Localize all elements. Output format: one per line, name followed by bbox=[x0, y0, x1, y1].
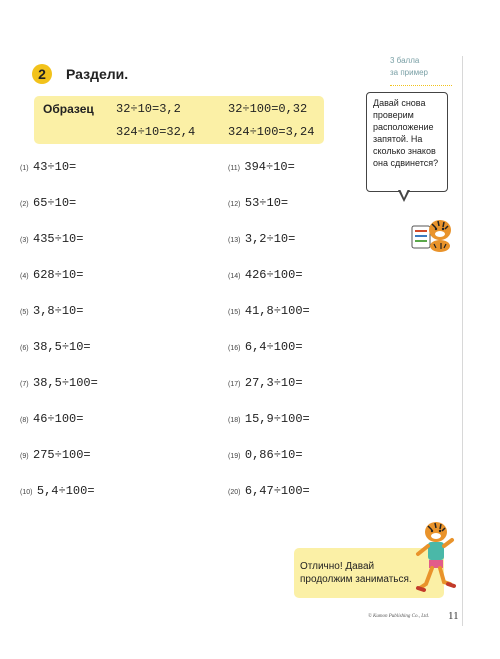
problem-expression: 15,9÷100= bbox=[244, 412, 310, 426]
problem-expression: 53÷10= bbox=[244, 196, 289, 210]
speech-bubble-tail-inner bbox=[400, 189, 408, 198]
task-title: Раздели. bbox=[66, 66, 129, 82]
problem-expression: 43÷10= bbox=[33, 160, 77, 174]
problem-expression: 0,86÷10= bbox=[244, 448, 303, 462]
copyright-text: © Kumon Publishing Co., Ltd. bbox=[368, 614, 430, 619]
encouragement-line-2: продолжим заниматься. bbox=[300, 574, 412, 585]
problem-expression: 46÷100= bbox=[33, 412, 84, 426]
problem-item: (10) 5,4÷100= bbox=[20, 484, 95, 498]
page-number: 11 bbox=[448, 610, 459, 622]
sample-example-3: 324÷10=32,4 bbox=[116, 125, 196, 139]
margin-divider bbox=[462, 56, 463, 626]
problem-item: (6) 38,5÷10= bbox=[20, 340, 91, 354]
sample-example-1: 32÷10=3,2 bbox=[116, 102, 181, 116]
task-number-badge: 2 bbox=[32, 64, 52, 84]
encouragement-text bbox=[300, 560, 412, 586]
problem-item: (17) 27,3÷10= bbox=[228, 376, 303, 390]
problem-item: (20) 6,47÷100= bbox=[228, 484, 310, 498]
problem-item: (9) 275÷100= bbox=[20, 448, 91, 462]
problem-expression: 38,5÷10= bbox=[33, 340, 91, 354]
problem-expression: 65÷10= bbox=[33, 196, 77, 210]
problem-expression: 5,4÷100= bbox=[36, 484, 95, 498]
problem-expression: 426÷100= bbox=[244, 268, 303, 282]
speech-bubble: Давай снова проверим расположение запятой. На сколько знаков она сдвинется? bbox=[366, 92, 448, 192]
problem-item: (7) 38,5÷100= bbox=[20, 376, 98, 390]
problem-expression: 3,8÷10= bbox=[33, 304, 84, 318]
problem-item: (16) 6,4÷100= bbox=[228, 340, 303, 354]
problem-expression: 275÷100= bbox=[33, 448, 91, 462]
problem-item: (11) 394÷10= bbox=[228, 160, 295, 174]
encouragement-line-1: Отлично! Давай bbox=[300, 561, 375, 572]
sample-example-2: 32÷100=0,32 bbox=[228, 102, 308, 116]
problem-item: (2) 65÷10= bbox=[20, 196, 77, 210]
problem-item: (18) 15,9÷100= bbox=[228, 412, 310, 426]
problem-item: (15) 41,8÷100= bbox=[228, 304, 310, 318]
problem-expression: 394÷10= bbox=[244, 160, 295, 174]
problem-item: (13) 3,2÷10= bbox=[228, 232, 296, 246]
problem-expression: 41,8÷100= bbox=[244, 304, 310, 318]
score-underline bbox=[390, 85, 452, 86]
problem-item: (5) 3,8÷10= bbox=[20, 304, 84, 318]
score-line-1: 3 балла bbox=[390, 56, 420, 65]
problem-item: (19) 0,86÷10= bbox=[228, 448, 303, 462]
problem-item: (4) 628÷10= bbox=[20, 268, 84, 282]
score-note bbox=[390, 55, 460, 79]
problem-item: (8) 46÷100= bbox=[20, 412, 84, 426]
problem-expression: 38,5÷100= bbox=[33, 376, 98, 390]
problem-expression: 6,4÷100= bbox=[244, 340, 303, 354]
problem-expression: 3,2÷10= bbox=[244, 232, 296, 246]
problem-expression: 6,47÷100= bbox=[244, 484, 310, 498]
tiger-running-illustration bbox=[410, 518, 458, 604]
sample-example-4: 324÷100=3,24 bbox=[228, 125, 315, 139]
problem-item: (14) 426÷100= bbox=[228, 268, 303, 282]
problem-item: (1) 43÷10= bbox=[20, 160, 77, 174]
problem-expression: 435÷10= bbox=[33, 232, 84, 246]
problem-item: (3) 435÷10= bbox=[20, 232, 84, 246]
tiger-reading-illustration bbox=[410, 214, 454, 254]
score-line-2: за пример bbox=[390, 68, 428, 77]
problem-expression: 628÷10= bbox=[33, 268, 84, 282]
problem-expression: 27,3÷10= bbox=[244, 376, 303, 390]
problem-item: (12) 53÷10= bbox=[228, 196, 289, 210]
sample-label: Образец bbox=[43, 102, 94, 116]
